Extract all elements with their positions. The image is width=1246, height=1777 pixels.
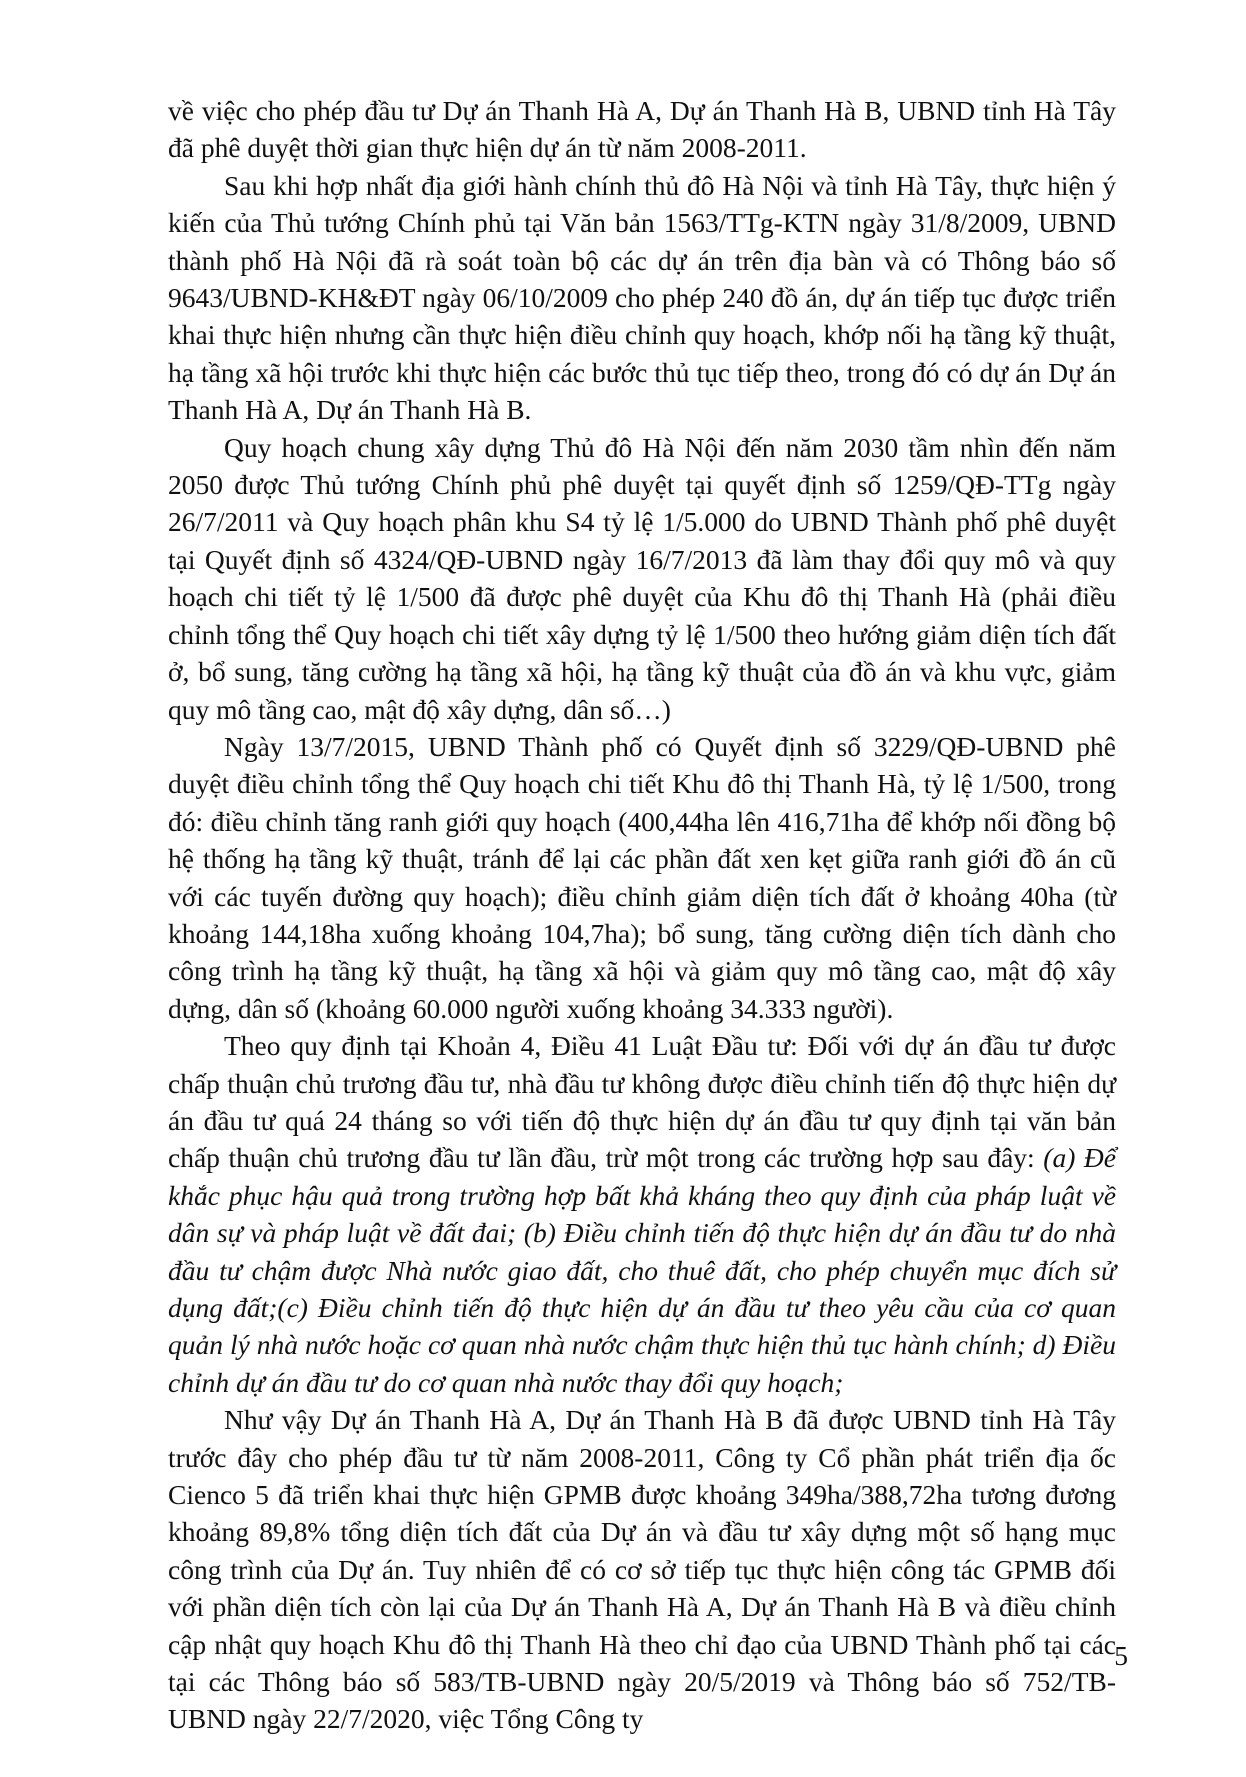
paragraph-4: Ngày 13/7/2015, UBND Thành phố có Quyết định số 3229/QĐ-UBND phê duyệt điều chỉnh tổng thể Quy hoạch chi tiết Khu đô thị Thanh Hà, tỷ lệ 1/500, trong đó: điều chỉnh tăng ranh giới quy hoạch (400,44ha lên 416,71ha để khớp nối đồng bộ hệ thống hạ tầng kỹ thuật, tránh để lại các phần đất xen kẹt giữa ranh giới đồ án cũ với các tuyến đường quy hoạch); điều chỉnh giảm diện tích đất ở khoảng 40ha (từ khoảng 144,18ha xuống khoảng 104,7ha); bổ sung, tăng cường diện tích dành cho công trình hạ tầng kỹ thuật, hạ tầng xã hội và giảm quy mô tầng cao, mật độ xây dựng, dân số (khoảng 60.000 người xuống khoảng 34.333 người). [168, 730, 1116, 1024]
page-number: 5 [1114, 1640, 1128, 1671]
paragraph-6: Như vậy Dự án Thanh Hà A, Dự án Thanh Hà B đã được UBND tỉnh Hà Tây trước đây cho phép đầu tư từ năm 2008-2011, Công ty Cổ phần phát triển địa ốc Cienco 5 đã triển khai thực hiện GPMB được khoảng 349ha/388,72ha tương đương khoảng 89,8% tổng diện tích đất của Dự án và đầu tư xây dựng một số hạng mục công trình của Dự án. Tuy nhiên để có cơ sở tiếp tục thực hiện công tác GPMB đối với phần diện tích còn lại của Dự án Thanh Hà A, Dự án Thanh Hà B và điều chỉnh cập nhật quy hoạch Khu đô thị Thanh Hà theo chỉ đạo của UBND Thành phố tại các tại các Thông báo số 583/TB-UBND ngày 20/5/2019 và Thông báo số 752/TB-UBND ngày 22/7/2020, việc Tổng Công ty [168, 1404, 1116, 1735]
paragraph-5 [168, 1027, 1116, 1401]
paragraph-3: Quy hoạch chung xây dựng Thủ đô Hà Nội đến năm 2030 tầm nhìn đến năm 2050 được Thủ tướng Chính phủ phê duyệt tại quyết định số 1259/QĐ-TTg ngày 26/7/2011 và Quy hoạch phân khu S4 tỷ lệ 1/5.000 do UBND Thành phố phê duyệt tại Quyết định số 4324/QĐ-UBND ngày 16/7/2013 đã làm thay đổi quy mô và quy hoạch chi tiết tỷ lệ 1/500 đã được phê duyệt của Khu đô thị Thanh Hà (phải điều chỉnh tổng thể Quy hoạch chi tiết xây dựng tỷ lệ 1/500 theo hướng giảm diện tích đất ở, bổ sung, tăng cường hạ tầng xã hội, hạ tầng kỹ thuật của đồ án và khu vực, giảm quy mô tầng cao, mật độ xây dựng, dân số…) [168, 431, 1116, 725]
paragraph-5-italic-cases: (a) Để khắc phục hậu quả trong trường hợp bất khả kháng theo quy định của pháp luật về dân sự và pháp luật về đất đai; (b) Điều chỉnh tiến độ thực hiện dự án đầu tư do nhà đầu tư chậm được Nhà nước giao đất, cho thuê đất, cho phép chuyển mục đích sử dụng đất;(c) Điều chỉnh tiến độ thực hiện dự án đầu tư theo yêu cầu của cơ quan quản lý nhà nước hoặc cơ quan nhà nước chậm thực hiện thủ tục hành chính; d) Điều chỉnh dự án đầu tư do cơ quan nhà nước thay đổi quy hoạch; [168, 1142, 1117, 1398]
paragraph-1: về việc cho phép đầu tư Dự án Thanh Hà A, Dự án Thanh Hà B, UBND tỉnh Hà Tây đã phê duyệt thời gian thực hiện dự án từ năm 2008-2011. [168, 95, 1116, 164]
document-body [168, 92, 1116, 1738]
paragraph-5-regular: Theo quy định tại Khoản 4, Điều 41 Luật Đầu tư: Đối với dự án đầu tư được chấp thuận chủ trương đầu tư, nhà đầu tư không được điều chỉnh tiến độ thực hiện dự án đầu tư quá 24 tháng so với tiến độ thực hiện dự án đầu tư quy định tại văn bản chấp thuận chủ trương đầu tư lần đầu, trừ một trong các trường hợp sau đây: [168, 1030, 1116, 1174]
paragraph-2: Sau khi hợp nhất địa giới hành chính thủ đô Hà Nội và tỉnh Hà Tây, thực hiện ý kiến của Thủ tướng Chính phủ tại Văn bản 1563/TTg-KTN ngày 31/8/2009, UBND thành phố Hà Nội đã rà soát toàn bộ các dự án trên địa bàn và có Thông báo số 9643/UBND-KH&ĐT ngày 06/10/2009 cho phép 240 đồ án, dự án tiếp tục được triển khai thực hiện nhưng cần thực hiện điều chỉnh quy hoạch, khớp nối hạ tầng kỹ thuật, hạ tầng xã hội trước khi thực hiện các bước thủ tục tiếp theo, trong đó có dự án Dự án Thanh Hà A, Dự án Thanh Hà B. [168, 169, 1116, 426]
